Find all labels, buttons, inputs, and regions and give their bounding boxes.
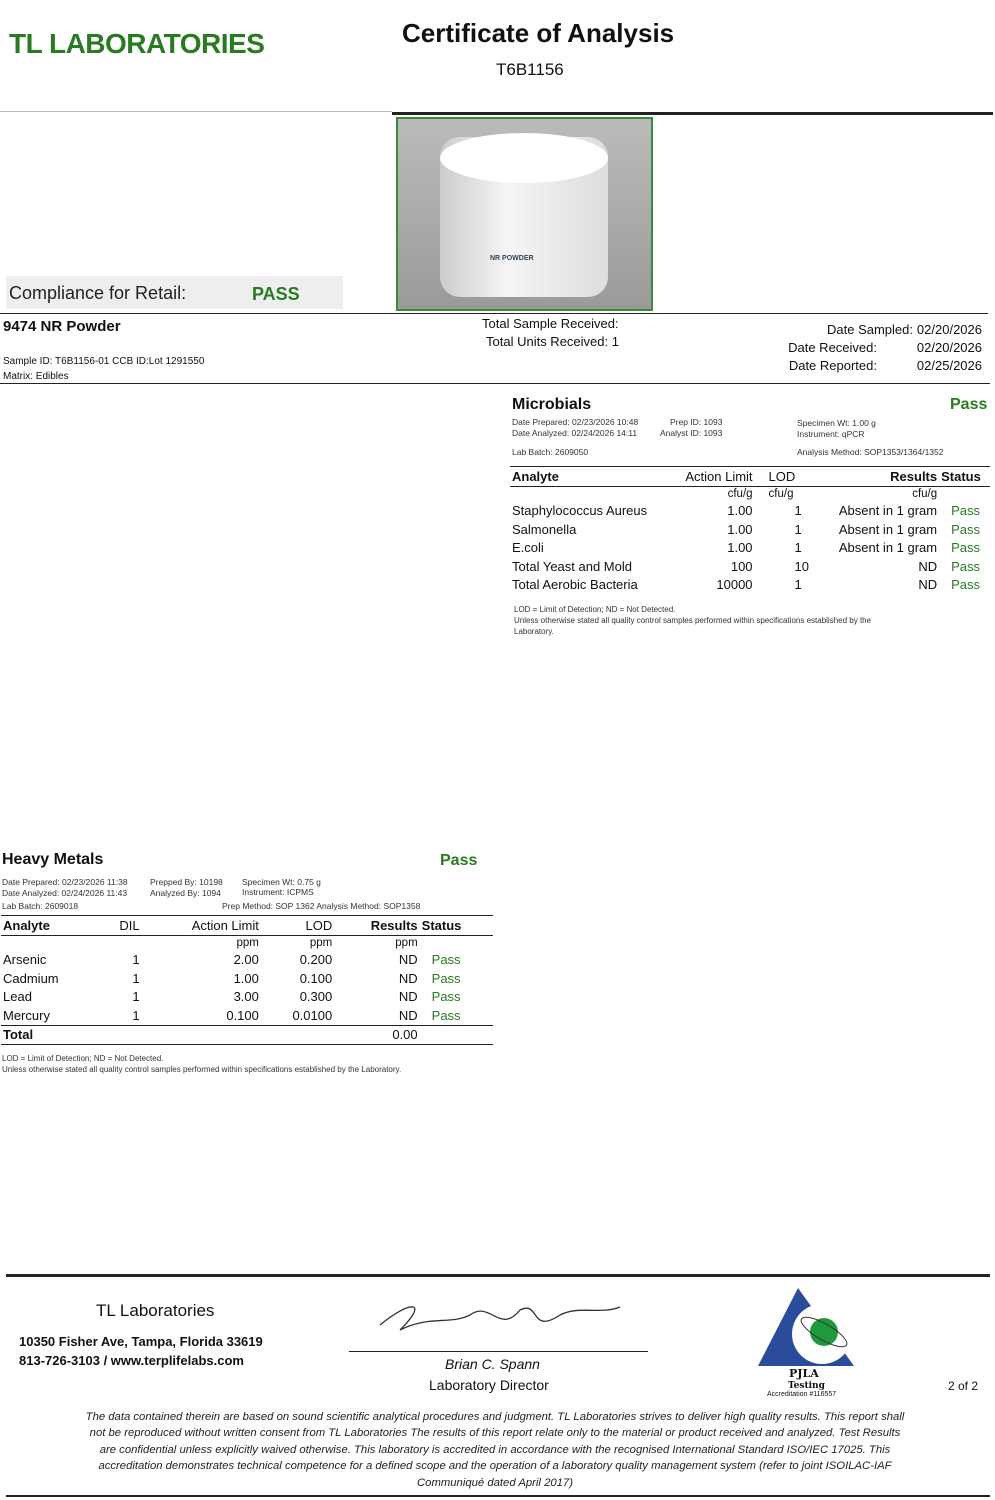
table-row: Lead 1 3.00 0.300 ND Pass bbox=[3, 989, 461, 1005]
batch-number: T6B1156 bbox=[496, 60, 564, 79]
table-row: Staphylococcus Aureus 1.00 1 Absent in 1 gram Pass bbox=[512, 503, 981, 519]
divider bbox=[392, 112, 993, 115]
product-photo bbox=[396, 117, 653, 311]
jar-label: NR POWDER bbox=[490, 255, 534, 262]
table-row: Total Aerobic Bacteria 10000 1 ND Pass bbox=[512, 577, 981, 593]
compliance-status: PASS bbox=[252, 284, 300, 304]
table-row: Arsenic 1 2.00 0.200 ND Pass bbox=[3, 952, 461, 968]
table-row: E.coli 1.00 1 Absent in 1 gram Pass bbox=[512, 540, 981, 556]
table-row: Mercury 1 0.100 0.0100 ND Pass bbox=[3, 1007, 461, 1023]
matrix: Matrix: Edibles bbox=[3, 371, 69, 382]
certificate-page: TL LABORATORIES Certificate of Analysis T6B1156 NR POWDER Compliance for Retail: PASS 9474 NR Powder Sample ID: T6B1156-01 CCB ID:Lot 1291550 Matrix: Edibles Total Sample Received: Total Units Received: 1 Date Sampled: 02/20/2026 Date Received: 02/20/2026 Date Reported: 02/25/2026 Microbials Pass Date Prepared: 02/23/2026 10:48 Date Analyzed: 02/24/2026 14:11 Prep ID: 1093 Analyst ID: 1093 Specimen Wt: 1.00 g Instrument: qPCR Lab Batch: 2609050 Analysis Method: SOP1353/1364/1352 Analyte Action Limit LOD Results Status cfu/g cfu/g cfu/g Staphylococcus Aureus 1.00 1 Absent in 1 gram Pass Salmonella 1.00 1 Absent in 1 gram Pass E.coli 1.00 1 Absent in 1 gram Pass Total Yeast and Mold 100 10 ND Pass Total Aerobic Bacteria 10000 1 ND Pass LOD = Limit of Detection; ND = Not Detected. Unless otherwise stated all quality control samples performed within specifications established by the Laboratory. Heavy Metals Pass Date Prepared: 02/23/2026 11:38 Date Analyzed: 02/24/2026 11:43 Prepped By: 10198 Analyzed By: 1094 Specimen Wt: 0.75 g Instrument: ICPMS Lab Batch: 2609018 Prep Method: SOP 1362 Analysis Method: SOP1358 Analyte DIL Action Limit LOD Results Status ppm ppm ppm Arsenic 1 2.00 0.200 ND Pass Cadmium 1 1.00 0.100 ND Pass Lead 1 3.00 0.300 ND Pass Mercury 1 0.100 0.0100 ND Pass Total 0.00 LOD = Limit of Detection; ND = Not Detected. Unless otherwise stated all quality control samples performed within specifications established by the Laboratory. TL Laboratories 10350 Fisher Ave, Tampa, Florida 33619 813-726-3103 / www.terplifelabs.com Brian C. Spann Laboratory Director PJLA Testing Accreditation #116557 2 of 2 The data contained therein are based on sound scientific analytical procedures and judgment. TL Laboratories strives to deliver high quality results. This report shall not be reproduced without written consent from TL Laboratories The results of this report relate only to the material or product received and analyzed. Test Results are confidential unless explicitly waived otherwise. This laboratory is accredited in accordance with the recognised International Standard ISO/IEC 17025. This accreditation demonstrates technical competence for a defined scope and the operation of a laboratory quality management system (refer to joint ISOILAC-IAF Communiqué dated April 2017) bbox=[0, 0, 995, 1500]
signer-name: Brian C. Spann bbox=[445, 1356, 540, 1372]
heavy-metals-status: Pass bbox=[440, 852, 478, 869]
footer-address: 10350 Fisher Ave, Tampa, Florida 33619 bbox=[19, 1334, 263, 1349]
product-name: 9474 NR Powder bbox=[3, 318, 121, 335]
table-row: Cadmium 1 1.00 0.100 ND Pass bbox=[3, 970, 461, 986]
pjla-logo bbox=[756, 1286, 856, 1368]
heavy-metals-table: Analyte DIL Action Limit LOD Results Status ppm ppm ppm Arsenic 1 2.00 0.200 ND Pass Cadmium 1 1.00 0.100 ND Pass Lead 1 3.00 0.300 ND Pass Mercury 1 0.100 0.0100 ND Pass Total 0.00 bbox=[1, 915, 493, 1045]
sample-id: Sample ID: T6B1156-01 CCB ID:Lot 1291550 bbox=[3, 356, 205, 367]
signature bbox=[370, 1295, 630, 1345]
lab-logo: TL LABORATORIES bbox=[9, 28, 265, 59]
microbials-notes: LOD = Limit of Detection; ND = Not Detected. Unless otherwise stated all quality control samples performed within specifications established by the Laboratory. bbox=[514, 605, 872, 636]
total-units: Total Units Received: 1 bbox=[486, 334, 619, 349]
footer-lab-name: TL Laboratories bbox=[96, 1301, 215, 1320]
page-number: 2 of 2 bbox=[948, 1379, 979, 1393]
page-title: Certificate of Analysis bbox=[402, 18, 675, 48]
signer-title: Laboratory Director bbox=[429, 1377, 549, 1393]
divider bbox=[0, 111, 392, 112]
total-sample: Total Sample Received: bbox=[482, 316, 619, 331]
heavy-metals-notes: LOD = Limit of Detection; ND = Not Detected. Unless otherwise stated all quality control samples performed within specifications established by the Laboratory. bbox=[2, 1054, 402, 1074]
table-row: Total Yeast and Mold 100 10 ND Pass bbox=[512, 558, 981, 574]
footer-contact: 813-726-3103 / www.terplifelabs.com bbox=[19, 1353, 244, 1368]
microbials-table: Analyte Action Limit LOD Results Status cfu/g cfu/g cfu/g Staphylococcus Aureus 1.00 1 Absent in 1 gram Pass Salmonella 1.00 1 Absent in 1 gram Pass E.coli 1.00 1 Absent in 1 gram Pass Total Yeast and Mold 100 10 ND Pass Total Aerobic Bacteria 10000 1 ND Pass bbox=[510, 466, 990, 594]
table-row: Salmonella 1.00 1 Absent in 1 gram Pass bbox=[512, 521, 981, 537]
microbials-status: Pass bbox=[950, 396, 988, 413]
compliance-box: Compliance for Retail: PASS bbox=[6, 276, 343, 309]
disclaimer: The data contained therein are based on sound scientific analytical procedures and judgment. TL Laboratories strives to deliver high quality results. This report shall not be reproduced without written consent from TL Laboratories The results of this report relate only to the material or product received and analyzed. Test Results are confidential unless explicitly waived otherwise. This laboratory is accredited in accordance with the recognised International Standard ISO/IEC 17025. This accreditation demonstrates technical competence for a defined scope and the operation of a laboratory quality management system (refer to joint ISOILAC-IAF Communiqué dated April 2017) bbox=[85, 1411, 905, 1489]
dates-block: Date Sampled: 02/20/2026 Date Received: 02/20/2026 Date Reported: 02/25/2026 bbox=[788, 322, 982, 373]
